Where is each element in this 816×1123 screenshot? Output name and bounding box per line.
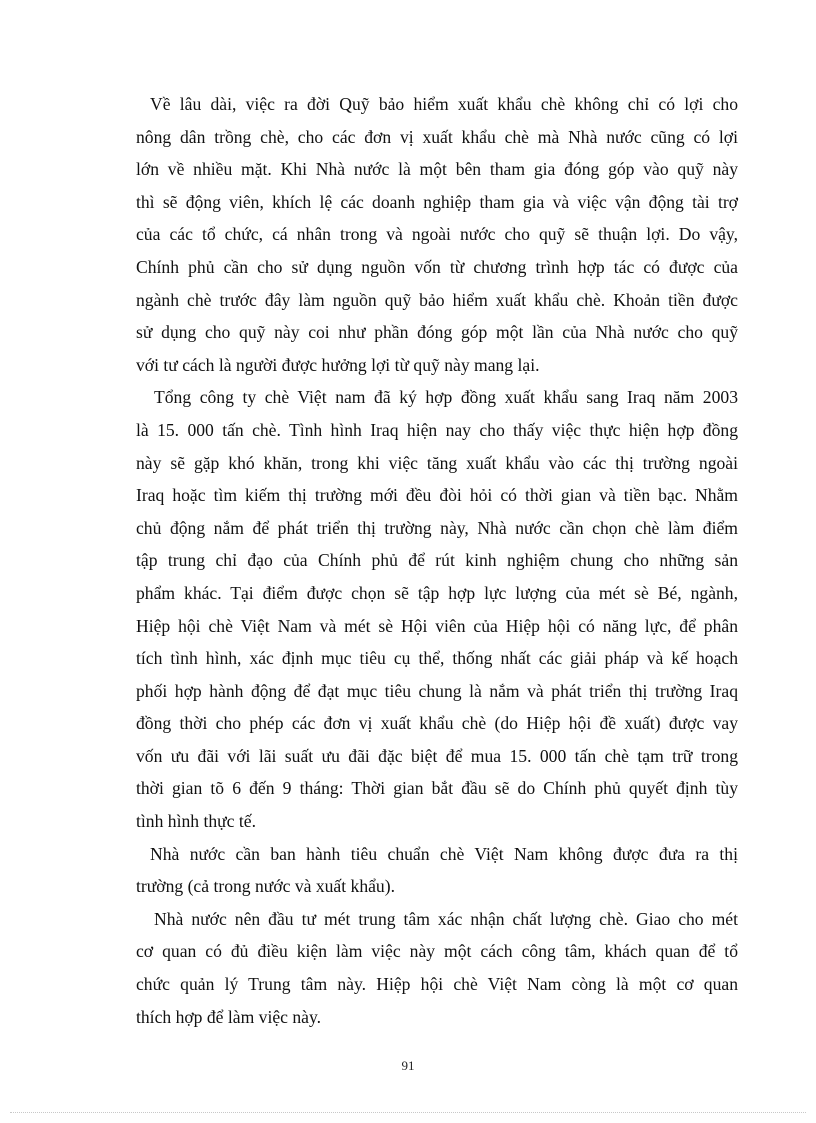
- text-line: ngành chè trước đây làm nguồn quỹ bảo hiểm xuất khẩu chè. Khoản tiền được: [136, 289, 738, 310]
- text-line: chức quản lý Trung tâm này. Hiệp hội chè Việt Nam còng là một cơ quan: [136, 974, 738, 995]
- text-line: lớn về nhiều mặt. Khi Nhà nước là một bên tham gia đóng góp vào quỹ này: [136, 159, 738, 180]
- text-line: nông dân trồng chè, cho các đơn vị xuất khẩu chè mà Nhà nước cũng có lợi: [136, 126, 738, 147]
- text-line: đồng thời cho phép các đơn vị xuất khẩu chè (do Hiệp hội đề xuất) được vay: [136, 713, 738, 734]
- text-line: Nhà nước nên đầu tư mét trung tâm xác nhận chất lượng chè. Giao cho mét: [154, 908, 738, 929]
- text-line: chủ động nắm để phát triển thị trường này, Nhà nước cần chọn chè làm điểm: [136, 517, 738, 538]
- text-line: trường (cả trong nước và xuất khẩu).: [136, 876, 395, 897]
- text-line: Hiệp hội chè Việt Nam và mét sè Hội viên của Hiệp hội có năng lực, để phân: [136, 615, 738, 636]
- text-line: thời gian tõ 6 đến 9 tháng: Thời gian bắt đầu sẽ do Chính phủ quyết định tùy: [136, 778, 738, 799]
- text-line: với tư cách là người được hưởng lợi từ quỹ này mang lại.: [136, 354, 540, 375]
- text-line: phẩm khác. Tại điểm được chọn sẽ tập hợp lực lượng của mét sè Bé, ngành,: [136, 582, 738, 603]
- text-line: Nhà nước cần ban hành tiêu chuẩn chè Việt Nam không được đưa ra thị: [150, 843, 738, 864]
- text-line: sử dụng cho quỹ này coi như phần đóng góp một lần của Nhà nước cho quỹ: [136, 322, 738, 343]
- text-line: tình hình thực tế.: [136, 811, 256, 832]
- paragraph-insurance-fund: [136, 88, 738, 381]
- paragraph-standards: [126, 838, 738, 903]
- text-line: thích hợp để làm việc này.: [136, 1006, 322, 1027]
- body-text: [136, 88, 738, 1033]
- text-line: phối hợp hành động để đạt mục tiêu chung là nắm và phát triển thị trường Iraq: [136, 680, 738, 701]
- text-line: tích tình hình, xác định mục tiêu cụ thể, thống nhất các giải pháp và kế hoạch: [136, 648, 738, 669]
- text-line: Chính phủ cần cho sử dụng nguồn vốn từ chương trình hợp tác có được của: [136, 256, 738, 277]
- text-line: Về lâu dài, việc ra đời Quỹ bảo hiểm xuất khẩu chè không chỉ có lợi cho: [150, 94, 738, 114]
- page-bottom-divider: [10, 1112, 806, 1113]
- page-number: 91: [401, 1058, 415, 1073]
- text-line: của các tổ chức, cá nhân trong và ngoài nước cho quỹ sẽ thuận lợi. Do vậy,: [136, 224, 738, 245]
- text-line: cơ quan có đủ điều kiện làm việc này một cách công tâm, khách quan để tổ: [136, 941, 738, 962]
- text-line: Tổng công ty chè Việt nam đã ký hợp đồng xuất khẩu sang Iraq năm 2003: [154, 387, 738, 408]
- paragraph-quality-center: [136, 903, 738, 1033]
- text-line: là 15. 000 tấn chè. Tình hình Iraq hiện nay cho thấy việc thực hiện hợp đồng: [136, 419, 738, 440]
- text-line: này sẽ gặp khó khăn, trong khi việc tăng xuất khẩu vào các thị trường ngoài: [136, 452, 738, 473]
- text-line: tập trung chỉ đạo của Chính phủ để rút kinh nghiệm chung cho những sản: [136, 550, 738, 571]
- text-line: vốn ưu đãi với lãi suất ưu đãi đặc biệt để mua 15. 000 tấn chè tạm trữ trong: [136, 745, 738, 766]
- text-line: thì sẽ động viên, khích lệ các doanh nghiệp tham gia và việc vận động tài trợ: [136, 191, 738, 212]
- paragraph-iraq-contract: [136, 381, 738, 837]
- text-line: Iraq hoặc tìm kiếm thị trường mới đều đòi hỏi có thời gian và tiền bạc. Nhằm: [136, 485, 738, 506]
